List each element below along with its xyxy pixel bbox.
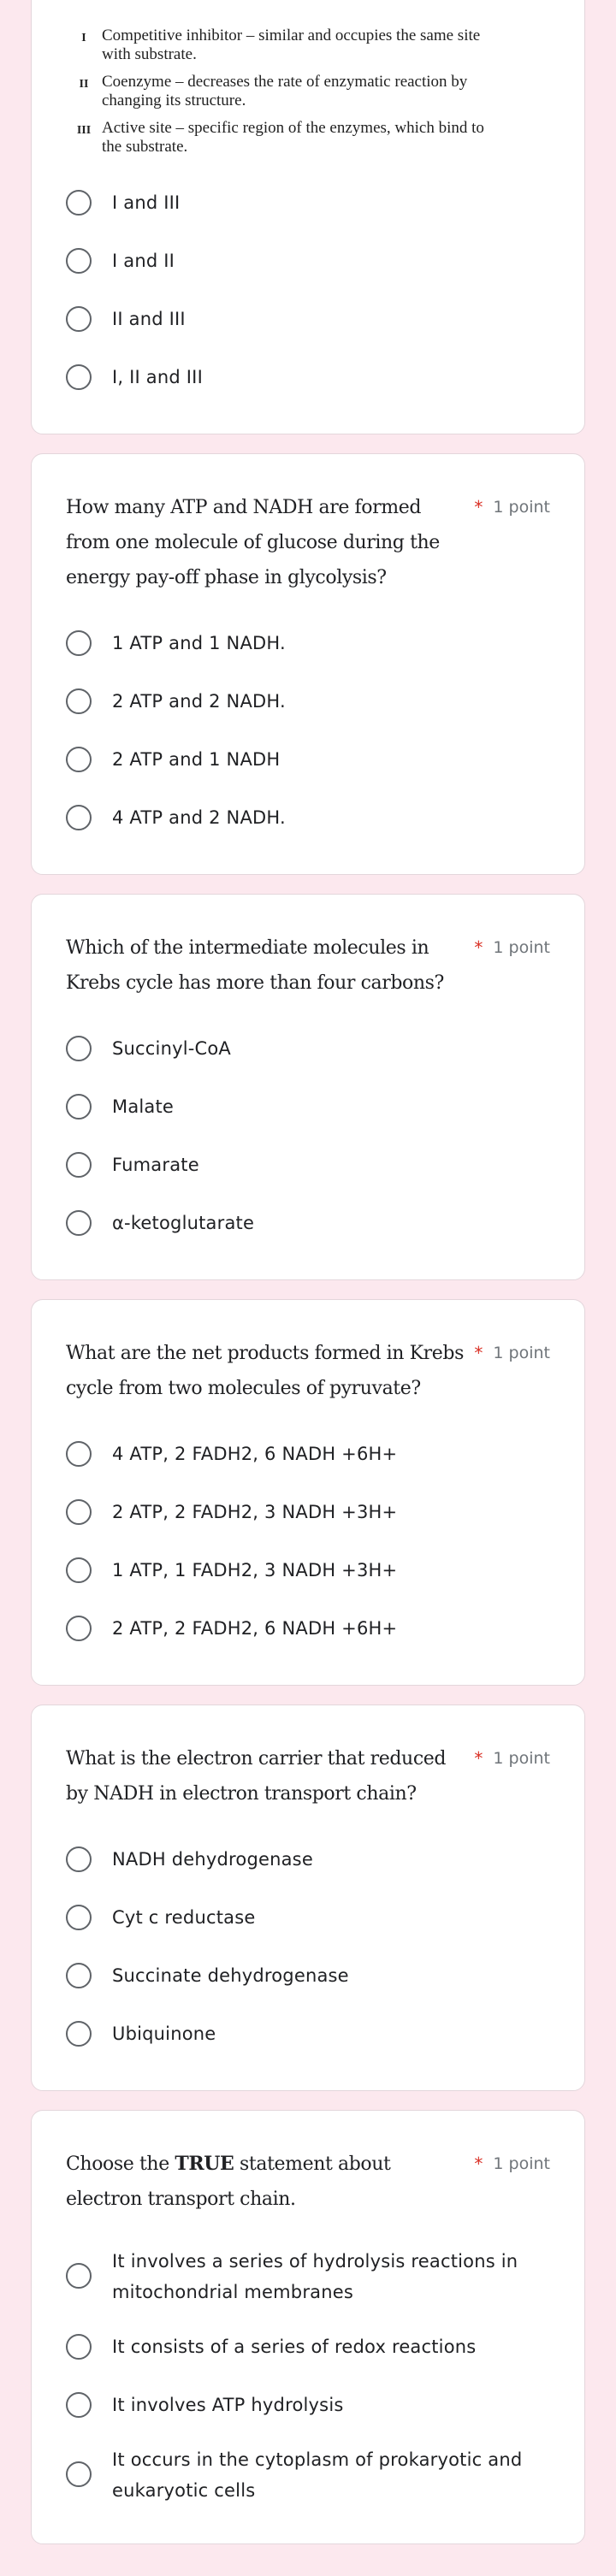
radio-button[interactable] [66,190,92,216]
answer-option[interactable] [66,682,550,720]
option-label: 1 ATP, 1 FADH2, 3 NADH +3H+ [112,1560,398,1580]
option-label: I and II [112,251,175,271]
answer-option[interactable] [66,1899,550,1936]
question-card-enzyme-properties [31,0,585,434]
radio-button[interactable] [66,2461,92,2487]
answer-option[interactable] [66,1435,550,1473]
radio-button[interactable] [66,1441,92,1467]
answer-option[interactable] [66,2328,550,2366]
question-title: What is the electron carrier that reduced by NADH in electron transport chain? [66,1748,447,1805]
radio-button[interactable] [66,1036,92,1061]
option-label: Ubiquinone [112,2024,216,2044]
radio-button[interactable] [66,1094,92,1120]
statement-list [66,27,550,157]
option-label: 2 ATP and 1 NADH [112,749,281,770]
option-label: I and III [112,192,181,213]
answer-option[interactable] [66,741,550,778]
statement-number: II [79,78,89,91]
option-label: 4 ATP and 2 NADH. [112,807,286,828]
radio-button[interactable] [66,2263,92,2289]
question-title: Which of the intermediate molecules in Krebs cycle has more than four carbons? [66,937,444,994]
radio-button[interactable] [66,2392,92,2418]
radio-button[interactable] [66,1557,92,1583]
answer-option[interactable] [66,184,550,222]
points-label: 1 point [493,498,550,517]
option-label: Malate [112,1096,175,1117]
option-label: Fumarate [112,1155,199,1175]
radio-button[interactable] [66,688,92,714]
radio-button[interactable] [66,1152,92,1178]
option-label: I, II and III [112,367,203,387]
option-label: Cyt c reductase [112,1907,256,1928]
radio-button[interactable] [66,747,92,772]
answer-option[interactable] [66,1610,550,1647]
answer-option[interactable] [66,358,550,396]
statement-item [66,119,550,157]
option-label: 2 ATP, 2 FADH2, 6 NADH +6H+ [112,1618,398,1639]
answer-option[interactable] [66,799,550,836]
option-label: 4 ATP, 2 FADH2, 6 NADH +6H+ [112,1444,398,1464]
option-label: It involves a series of hydrolysis reactions in mitochondrial membranes [112,2251,518,2302]
option-label: II and III [112,309,186,329]
radio-button[interactable] [66,1963,92,1988]
statement-text: Active site – specific region of the enzymes, which bind to the substrate. [102,119,484,156]
radio-button[interactable] [66,630,92,656]
answer-option[interactable] [66,1493,550,1531]
answer-option[interactable] [66,1551,550,1589]
radio-button[interactable] [66,1846,92,1872]
question-card-electron-carrier [31,1705,585,2091]
required-asterisk: * [474,2154,483,2174]
points-label: 1 point [493,1344,550,1362]
title-emphasis: TRUE [175,2153,234,2175]
statement-text: Coenzyme – decreases the rate of enzymatic reaction by changing its structure. [102,73,468,109]
option-label: It occurs in the cytoplasm of prokaryotic and eukaryotic cells [112,2449,523,2501]
question-card-krebs-products [31,1299,585,1686]
answer-option[interactable] [66,1030,550,1067]
answer-option[interactable] [66,2246,550,2307]
radio-button[interactable] [66,2334,92,2360]
statement-text: Competitive inhibitor – similar and occupies the same site with substrate. [102,27,481,63]
answer-option[interactable] [66,624,550,662]
radio-button[interactable] [66,364,92,390]
radio-button[interactable] [66,1210,92,1236]
required-asterisk: * [474,497,483,517]
required-asterisk: * [474,937,483,958]
radio-button[interactable] [66,306,92,332]
title-suffix: statement about electron transport chain. [66,2154,391,2210]
question-title [66,2147,468,2217]
question-card-etc-true-statement [31,2110,585,2544]
answer-option[interactable] [66,1840,550,1878]
option-label: 2 ATP, 2 FADH2, 3 NADH +3H+ [112,1502,398,1522]
answer-option[interactable] [66,2444,550,2506]
answer-option[interactable] [66,1146,550,1184]
radio-button[interactable] [66,1616,92,1641]
answer-option[interactable] [66,2015,550,2053]
option-label: Succinyl-CoA [112,1038,231,1059]
option-label: α-ketoglutarate [112,1213,255,1233]
answer-option[interactable] [66,2386,550,2424]
answer-option[interactable] [66,242,550,280]
option-label: NADH dehydrogenase [112,1849,313,1870]
statement-number: I [81,32,86,44]
option-label: It involves ATP hydrolysis [112,2395,344,2415]
answer-option[interactable] [66,1204,550,1242]
question-title: What are the net products formed in Krebs cycle from two molecules of pyruvate? [66,1343,464,1399]
question-card-krebs-intermediates [31,894,585,1280]
answer-option[interactable] [66,1957,550,1994]
radio-button[interactable] [66,248,92,274]
statement-number: III [76,124,92,137]
points-label: 1 point [493,938,550,957]
question-card-glycolysis [31,453,585,875]
radio-button[interactable] [66,2021,92,2047]
form-body [31,0,585,2563]
points-label: 1 point [493,2154,550,2173]
required-asterisk: * [474,1748,483,1769]
answer-option[interactable] [66,1088,550,1126]
option-label: 1 ATP and 1 NADH. [112,633,286,653]
question-title: How many ATP and NADH are formed from one molecule of glucose during the energy pay-off phase in glycolysis? [66,497,440,588]
option-label: It consists of a series of redox reactions [112,2337,477,2357]
statement-item [66,27,550,64]
radio-button[interactable] [66,1905,92,1930]
radio-button[interactable] [66,805,92,830]
option-label: Succinate dehydrogenase [112,1965,349,1986]
answer-option[interactable] [66,300,550,338]
option-label: 2 ATP and 2 NADH. [112,691,286,712]
required-asterisk: * [474,1343,483,1363]
title-prefix: Choose the [66,2154,175,2175]
radio-button[interactable] [66,1499,92,1525]
statement-item [66,73,550,110]
points-label: 1 point [493,1749,550,1768]
